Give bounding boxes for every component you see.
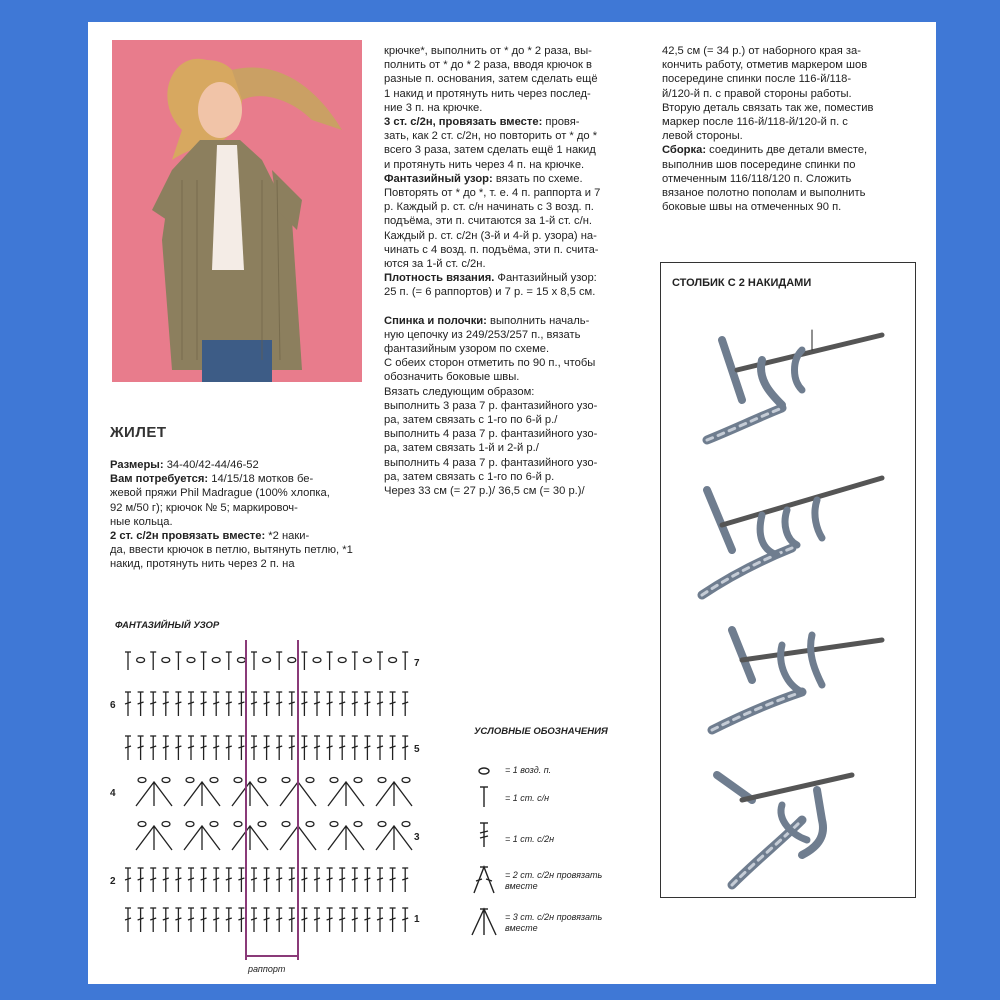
text-line: разные п. основания, затем сделать ещё xyxy=(384,73,598,86)
text-line: фантазийным узором по схеме. xyxy=(384,343,550,356)
two-together-icon xyxy=(474,867,494,893)
diagram-step xyxy=(717,775,852,885)
back-label: Спинка и полочки: xyxy=(384,314,487,327)
row-number: 7 xyxy=(414,658,420,669)
model-photo xyxy=(112,40,362,382)
legend-item: = 2 ст. с/2н провязать вместе xyxy=(505,870,603,891)
text-line: крючке*, выполнить от * до * 2 раза, вы- xyxy=(384,45,592,57)
text-line: ются за 1-й ст. с/2н. xyxy=(384,258,486,271)
text-line: боковые швы на отмеченных 90 п. xyxy=(662,201,842,214)
text-line: левой стороны. xyxy=(662,130,743,143)
text-line: ра, затем связать 1-й и 2-й р./ xyxy=(384,442,539,455)
text-line: Повторять от * до *, т. е. 4 п. раппорта и 7 xyxy=(384,187,601,200)
needs-line: 14/15/18 мотков бе- xyxy=(211,473,314,486)
text-line: выполнить 4 раза 7 р. фантазийного узо- xyxy=(384,456,598,469)
text-line: всего 3 раза, затем сделать ещё 1 накид xyxy=(384,144,596,157)
text-line: посередине спинки после 116-й/118- xyxy=(662,73,852,86)
sizes-label: Размеры: xyxy=(110,459,164,471)
text-line: провя- xyxy=(542,116,580,129)
text-line: Фантазийный узор: xyxy=(494,272,597,285)
text-line: полнить от * до * 2 раза, вводя крючок в xyxy=(384,59,592,72)
density-label: Плотность вязания. xyxy=(384,272,495,285)
row-number: 5 xyxy=(414,744,420,755)
text-line: выполнить 3 раза 7 р. фантазийного узо- xyxy=(384,399,598,412)
text-line: вязать по схеме. xyxy=(492,172,583,185)
text-line: вязаное полотно пополам и выполнить xyxy=(662,187,866,200)
sizes-value: 34-40/42-44/46-52 xyxy=(166,459,259,471)
needs-line: жевой пряжи Phil Madrague (100% хлопка, xyxy=(110,487,330,500)
diagram-step xyxy=(707,330,882,440)
text-line: соединить две детали вместе, xyxy=(706,144,868,157)
text-line: зать, как 2 ст. с/2н, но повторить от * до * xyxy=(384,130,598,143)
text-line: 1 накид и протянуть нить через послед- xyxy=(384,87,591,100)
page-title: ЖИЛЕТ xyxy=(110,424,167,441)
needs-line: ные кольца. xyxy=(110,515,173,528)
text-line: ра, затем связать с 1-го по 6-й р./ xyxy=(384,414,558,427)
text-line: 42,5 см (= 34 р.) от наборного края за- xyxy=(662,45,861,57)
text-line: Через 33 см (= 27 р.)/ 36,5 см (= 30 р.)/ xyxy=(384,485,585,498)
legend-item: = 1 ст. с/н xyxy=(505,793,550,803)
text-line: выполнить 4 раза 7 р. фантазийного узо- xyxy=(384,428,598,441)
dc2tog-label: 2 ст. с/2н провязать вместе: xyxy=(110,530,266,543)
chain-icon xyxy=(479,768,489,774)
row-number: 3 xyxy=(414,832,420,843)
fancy-label: Фантазийный узор: xyxy=(384,172,493,185)
text-line: выполнив шов посередине спинки по xyxy=(662,158,856,171)
legend-item: = 1 ст. с/2н xyxy=(505,834,555,844)
legend-title: УСЛОВНЫЕ ОБОЗНАЧЕНИЯ xyxy=(474,726,608,737)
legend-item: = 1 возд. п. xyxy=(505,765,552,775)
crochet-chart xyxy=(110,640,430,960)
dc2tog-line: *2 наки- xyxy=(265,530,310,543)
diagram-title: СТОЛБИК С 2 НАКИДАМИ xyxy=(672,277,812,289)
text-line: й/120-й п. с правой стороны работы. xyxy=(662,87,852,100)
legend-symbols xyxy=(470,755,510,955)
legend-item: = 3 ст. с/2н провязать вместе xyxy=(505,912,603,933)
row-number: 2 xyxy=(110,876,116,887)
needs-label: Вам потребуется: xyxy=(110,473,209,486)
model-illustration xyxy=(112,40,362,382)
assembly-label: Сборка: xyxy=(662,144,707,157)
stitch-diagram-illustration xyxy=(662,300,912,895)
row-number: 1 xyxy=(414,914,420,925)
dc2tog-line: да, ввести крючок в петлю, вытянуть петлю, *1 накид, протянуть нить через 2 п. на xyxy=(110,544,353,571)
text-line: ра, затем связать с 1-го по 6-й р. xyxy=(384,470,555,483)
dc3tog-label: 3 ст. с/2н, провязать вместе: xyxy=(384,116,543,129)
text-line: кончить работу, отметив маркером шов xyxy=(662,59,868,72)
three-together-icon xyxy=(472,909,496,935)
text-line: Вторую деталь связать так же, поместив xyxy=(662,101,874,114)
row-number: 4 xyxy=(110,788,116,799)
rapport-label: раппорт xyxy=(248,964,286,974)
needs-line: 92 м/50 г); крючок № 5; маркировоч- xyxy=(110,501,298,514)
text-line: маркер после 116-й/118-й/120-й п. с xyxy=(662,116,848,129)
text-line: Вязать следующим образом: xyxy=(384,385,535,398)
text-line: подъёма, эти п. считаются за 1-й ст. с/н. xyxy=(384,215,592,228)
text-line: обозначить боковые швы. xyxy=(384,371,520,384)
text-line: отмеченным 116/118/120 п. Сложить xyxy=(662,172,852,185)
single-crochet-icon xyxy=(480,787,488,807)
text-line: С обеих сторон отметить по 90 п., чтобы xyxy=(384,357,596,370)
double-treble-icon xyxy=(480,823,488,847)
text-line: 25 п. (= 6 раппортов) и 7 р. = 15 х 8,5 см. xyxy=(384,286,596,299)
diagram-step xyxy=(702,478,882,595)
text-line: чинать с 4 возд. п. подъёма, эти п. счита- xyxy=(384,243,599,256)
intro-text xyxy=(110,458,365,572)
instructions-column-3 xyxy=(662,44,920,214)
row-number: 6 xyxy=(110,700,116,711)
instructions-column-2 xyxy=(384,44,646,498)
text-line: и протянуть нить через 4 п. на крючке. xyxy=(384,158,585,171)
text-line: ние 3 п. на крючке. xyxy=(384,101,483,114)
chart-title: ФАНТАЗИЙНЫЙ УЗОР xyxy=(115,620,220,631)
diagram-step xyxy=(712,630,882,730)
chart-stitches xyxy=(125,652,412,932)
text-line: ную цепочку из 249/253/257 п., вязать xyxy=(384,328,581,341)
text-line: выполнить началь- xyxy=(486,314,590,327)
text-line: Каждый р. ст. с/2н (3-й и 4-й р. узора) на- xyxy=(384,229,597,242)
text-line: р. Каждый р. ст. с/н начинать с 3 возд. п. xyxy=(384,201,594,214)
